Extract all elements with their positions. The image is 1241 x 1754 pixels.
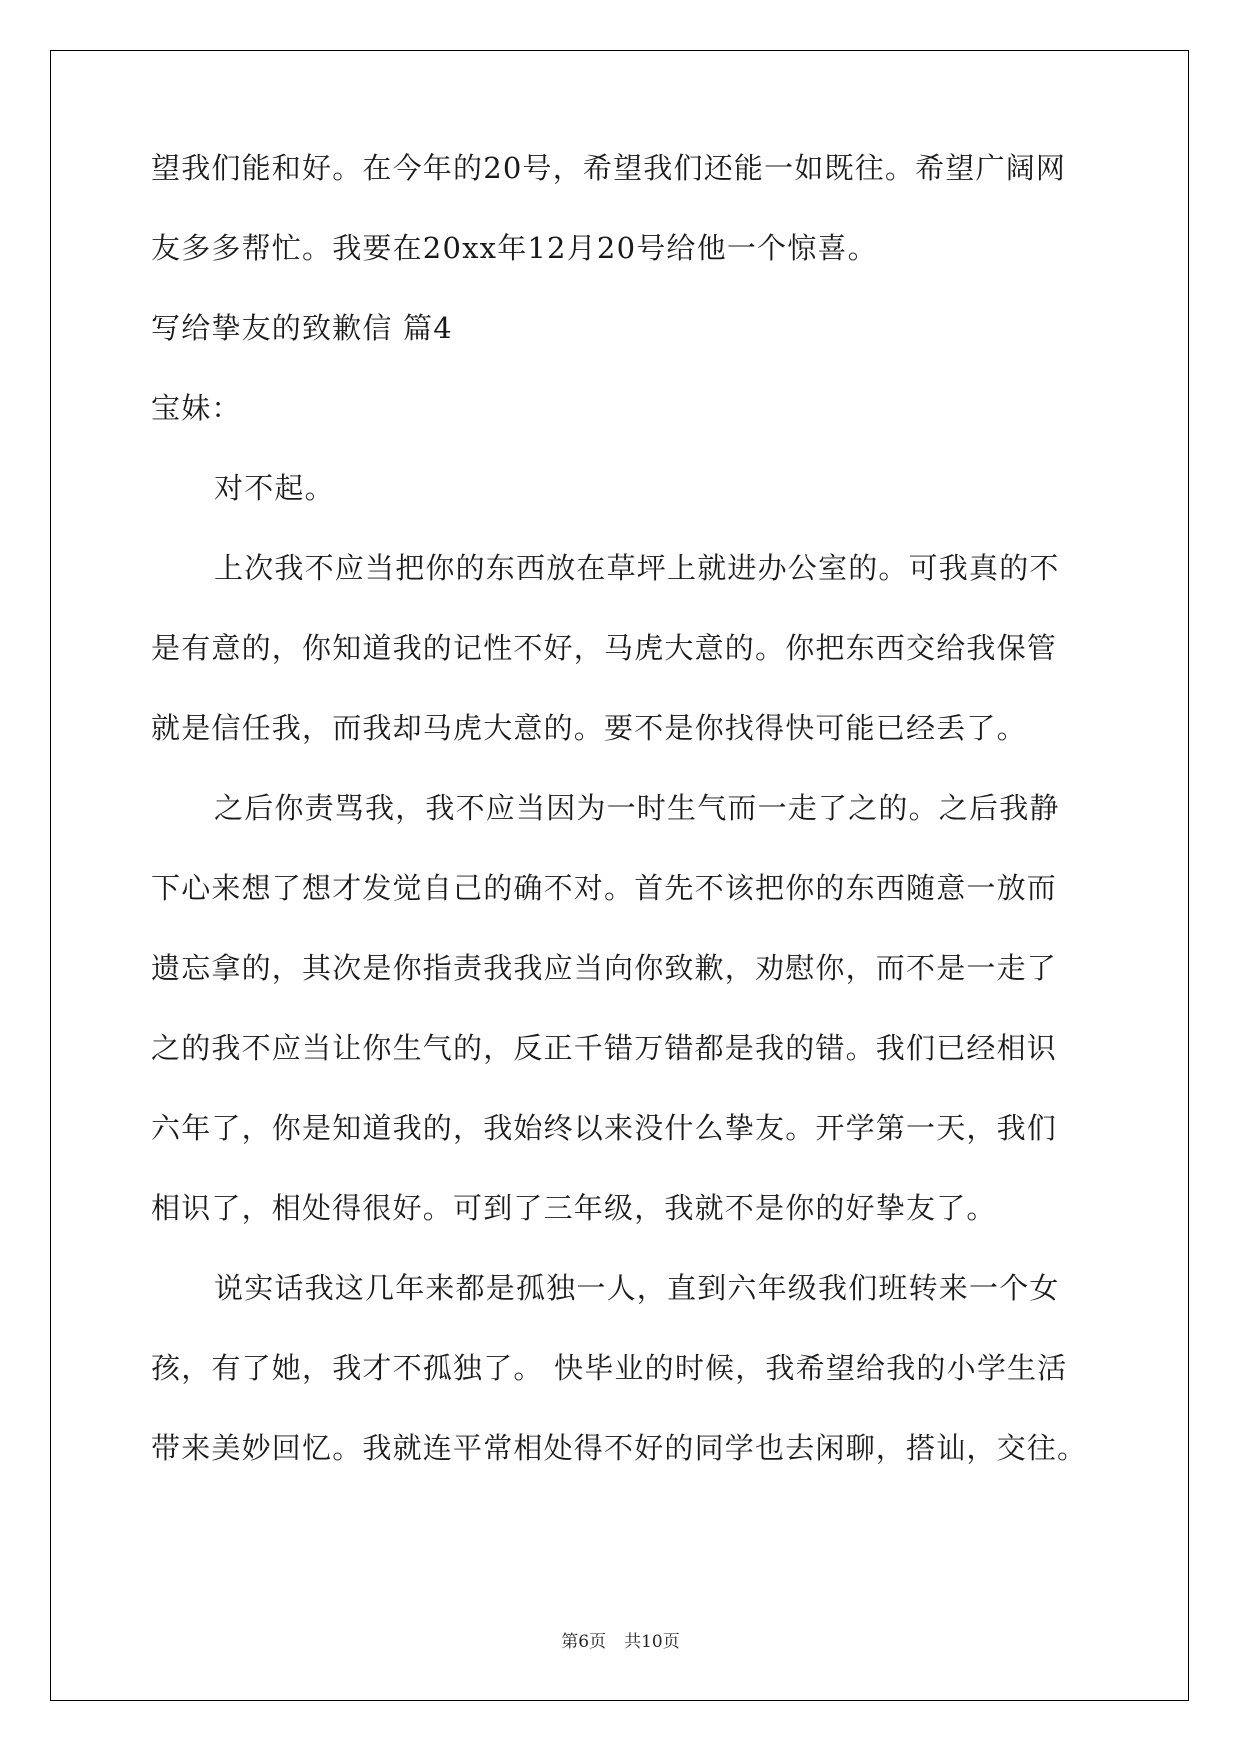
paragraph-line: 上次我不应当把你的东西放在草坪上就进办公室的。可我真的不 [214, 551, 1060, 585]
paragraph-line: 是有意的，你知道我的记性不好，马虎大意的。你把东西交给我保管 [151, 631, 1058, 665]
paragraph-line: 下心来想了想才发觉自己的确不对。首先不该把你的东西随意一放而 [151, 871, 1058, 905]
paragraph-line: 友多多帮忙。我要在20xx年12月20号给他一个惊喜。 [151, 231, 878, 265]
paragraph-line: 六年了，你是知道我的，我始终以来没什么挚友。开学第一天，我们 [151, 1111, 1058, 1145]
paragraph-line: 带来美妙回忆。我就连平常相处得不好的同学也去闲聊，搭讪，交往。 [151, 1431, 1088, 1465]
paragraph-line: 说实话我这几年来都是孤独一人，直到六年级我们班转来一个女 [214, 1271, 1060, 1305]
page-total: 共10页 [624, 1632, 680, 1652]
paragraph-line: 望我们能和好。在今年的20号，希望我们还能一如既往。希望广阔网 [151, 151, 1067, 185]
paragraph-line: 遗忘拿的，其次是你指责我我应当向你致歉，劝慰你，而不是一走了 [151, 951, 1058, 985]
paragraph-line: 之后你责骂我，我不应当因为一时生气而一走了之的。之后我静 [214, 791, 1060, 825]
paragraph-line: 相识了，相处得很好。可到了三年级，我就不是你的好挚友了。 [151, 1191, 997, 1225]
page-footer [0, 1631, 1241, 1653]
paragraph-line: 之的我不应当让你生气的，反正千错万错都是我的错。我们已经相识 [151, 1031, 1058, 1065]
paragraph-line: 孩，有了她，我才不孤独了。 快毕业的时候，我希望给我的小学生活 [151, 1351, 1068, 1385]
page-number: 第6页 [561, 1632, 607, 1652]
paragraph-line: 就是信任我，而我却马虎大意的。要不是你找得快可能已经丢了。 [151, 711, 1027, 745]
salutation: 宝妹： [151, 391, 242, 425]
paragraph-line: 对不起。 [214, 471, 335, 505]
section-heading: 写给挚友的致歉信 篇4 [151, 311, 453, 345]
